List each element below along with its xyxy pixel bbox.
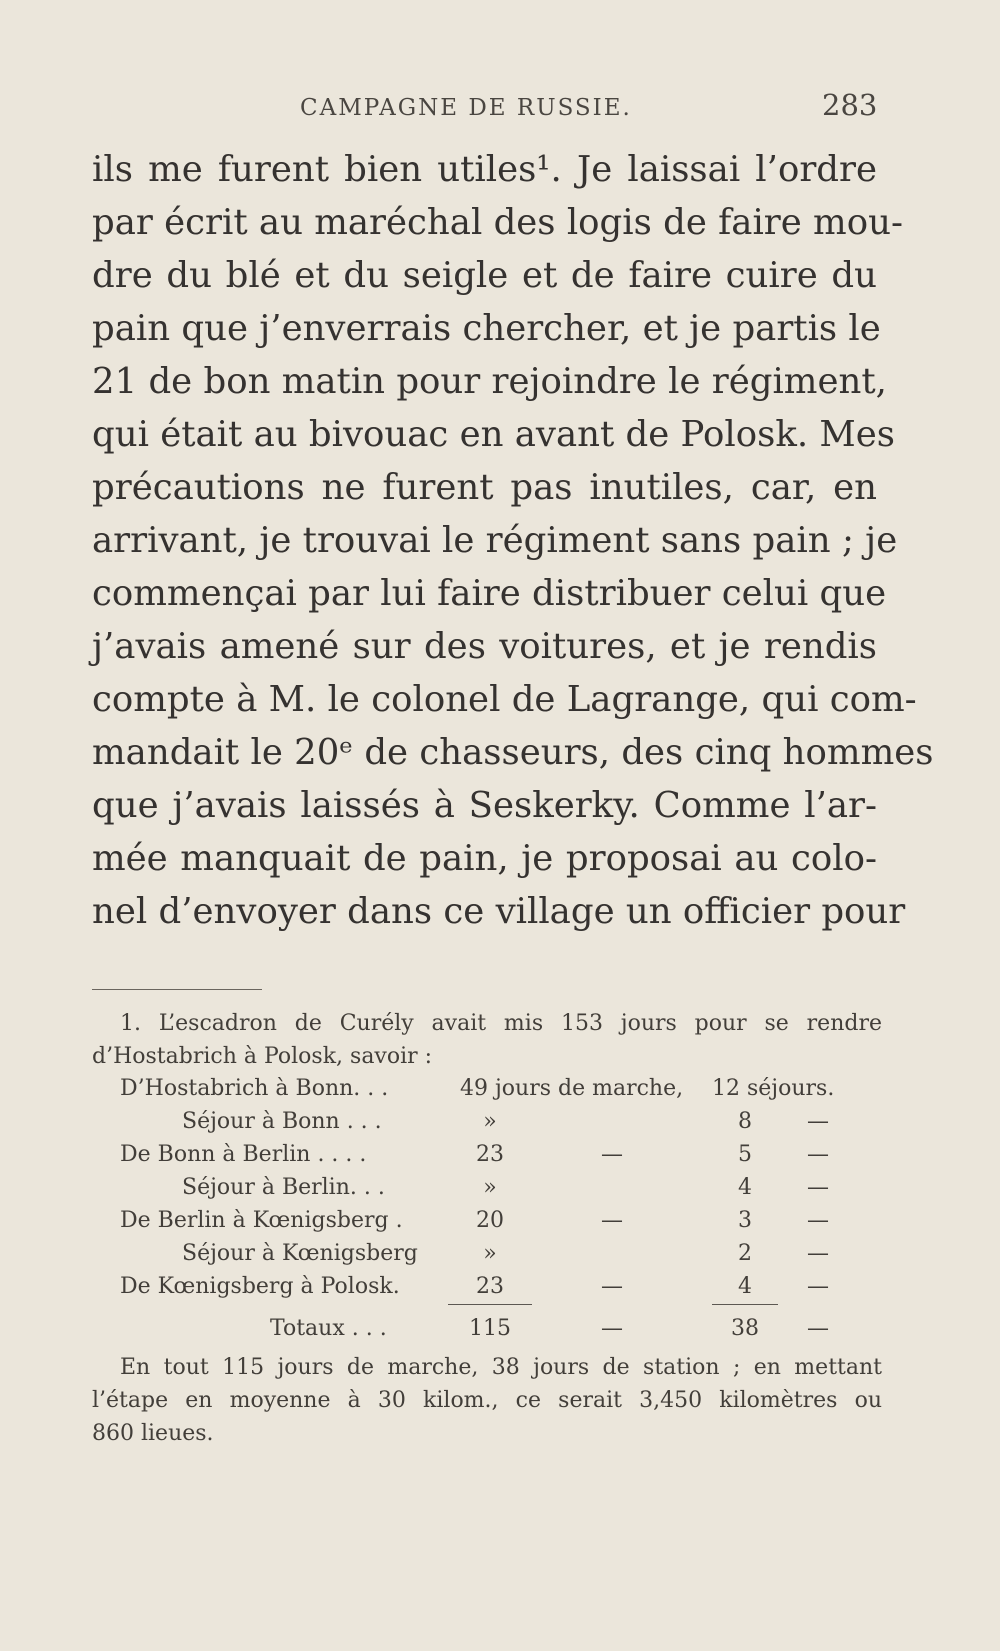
sejours-cell: 3 bbox=[738, 1208, 752, 1233]
route-cell: De Kœnigsberg à Polosk. bbox=[120, 1274, 400, 1299]
sejours-dash: — bbox=[807, 1109, 829, 1134]
body-line: 21 de bon matin pour rejoindre le régiment, bbox=[92, 361, 887, 402]
sejours-dash: — bbox=[807, 1316, 829, 1341]
body-line: j’avais amené sur des voitures, et je rendis bbox=[92, 626, 877, 667]
sejours-dash: — bbox=[807, 1142, 829, 1167]
footnote-line: En tout 115 jours de marche, 38 jours de station ; en mettant bbox=[120, 1355, 882, 1380]
itinerary-row bbox=[0, 1139, 1000, 1171]
sejours-cell: 8 bbox=[738, 1109, 752, 1134]
total-sejours: 38 bbox=[731, 1316, 759, 1341]
sejours-dash: — bbox=[807, 1175, 829, 1200]
sejours-sum-rule bbox=[712, 1304, 778, 1305]
footnote-separator bbox=[92, 989, 262, 990]
itinerary-row bbox=[0, 1271, 1000, 1303]
body-line: pain que j’enverrais chercher, et je partis le bbox=[92, 308, 881, 349]
itinerary-row bbox=[0, 1073, 1000, 1105]
body-line: compte à M. le colonel de Lagrange, qui com- bbox=[92, 679, 917, 720]
days-cell: 23 bbox=[476, 1142, 504, 1167]
body-line: mée manquait de pain, je proposai au colo- bbox=[92, 838, 877, 879]
sejours-dash: — bbox=[807, 1241, 829, 1266]
sejours-cell: 4 bbox=[738, 1175, 752, 1200]
body-line: mandait le 20ᵉ de chasseurs, des cinq hommes bbox=[92, 732, 934, 773]
days-dash: — bbox=[601, 1316, 623, 1341]
running-title: CAMPAGNE DE RUSSIE. bbox=[300, 95, 632, 121]
days-cell: » bbox=[483, 1241, 497, 1266]
body-line: par écrit au maréchal des logis de faire mou- bbox=[92, 202, 903, 243]
route-cell: Séjour à Kœnigsberg bbox=[182, 1241, 418, 1266]
days-cell: » bbox=[483, 1175, 497, 1200]
days-cell: 23 bbox=[476, 1274, 504, 1299]
sejours-cell: 2 bbox=[738, 1241, 752, 1266]
footnote-line: 1. L’escadron de Curély avait mis 153 jours pour se rendre bbox=[120, 1011, 882, 1036]
body-line: précautions ne furent pas inutiles, car, en bbox=[92, 467, 877, 508]
sejours-cell: 12 séjours. bbox=[712, 1076, 835, 1101]
route-cell: De Berlin à Kœnigsberg . bbox=[120, 1208, 403, 1233]
footnote-line: l’étape en moyenne à 30 kilom., ce serait 3,450 kilomètres ou bbox=[92, 1388, 882, 1413]
totals-row bbox=[0, 1313, 1000, 1345]
totals-label: Totaux . . . bbox=[270, 1316, 387, 1341]
itinerary-row bbox=[0, 1172, 1000, 1204]
footnote-line: 860 lieues. bbox=[92, 1421, 214, 1446]
days-cell: » bbox=[483, 1109, 497, 1134]
footnote-line: d’Hostabrich à Polosk, savoir : bbox=[92, 1044, 433, 1069]
route-cell: De Bonn à Berlin . . . . bbox=[120, 1142, 367, 1167]
body-line: nel d’envoyer dans ce village un officier pour bbox=[92, 891, 906, 932]
total-days: 115 bbox=[469, 1316, 511, 1341]
days-sum-rule bbox=[448, 1304, 532, 1305]
days-cell: 49 jours de marche, bbox=[460, 1076, 684, 1101]
days-dash: — bbox=[601, 1274, 623, 1299]
route-cell: Séjour à Berlin. . . bbox=[182, 1175, 385, 1200]
page-number: 283 bbox=[822, 88, 878, 122]
days-cell: 20 bbox=[476, 1208, 504, 1233]
route-cell: D’Hostabrich à Bonn. . . bbox=[120, 1076, 389, 1101]
sejours-cell: 4 bbox=[738, 1274, 752, 1299]
sejours-dash: — bbox=[807, 1208, 829, 1233]
sejours-cell: 5 bbox=[738, 1142, 752, 1167]
body-line: ils me furent bien utiles¹. Je laissai l’ordre bbox=[92, 149, 877, 190]
days-dash: — bbox=[601, 1142, 623, 1167]
itinerary-row bbox=[0, 1106, 1000, 1138]
itinerary-row bbox=[0, 1205, 1000, 1237]
body-line: dre du blé et du seigle et de faire cuire du bbox=[92, 255, 877, 296]
itinerary-row bbox=[0, 1238, 1000, 1270]
sejours-dash: — bbox=[807, 1274, 829, 1299]
body-line: qui était au bivouac en avant de Polosk. Mes bbox=[92, 414, 895, 455]
days-dash: — bbox=[601, 1208, 623, 1233]
route-cell: Séjour à Bonn . . . bbox=[182, 1109, 382, 1134]
body-line: que j’avais laissés à Seskerky. Comme l’ar- bbox=[92, 785, 877, 826]
body-line: commençai par lui faire distribuer celui que bbox=[92, 573, 887, 614]
body-line: arrivant, je trouvai le régiment sans pain ; je bbox=[92, 520, 898, 561]
